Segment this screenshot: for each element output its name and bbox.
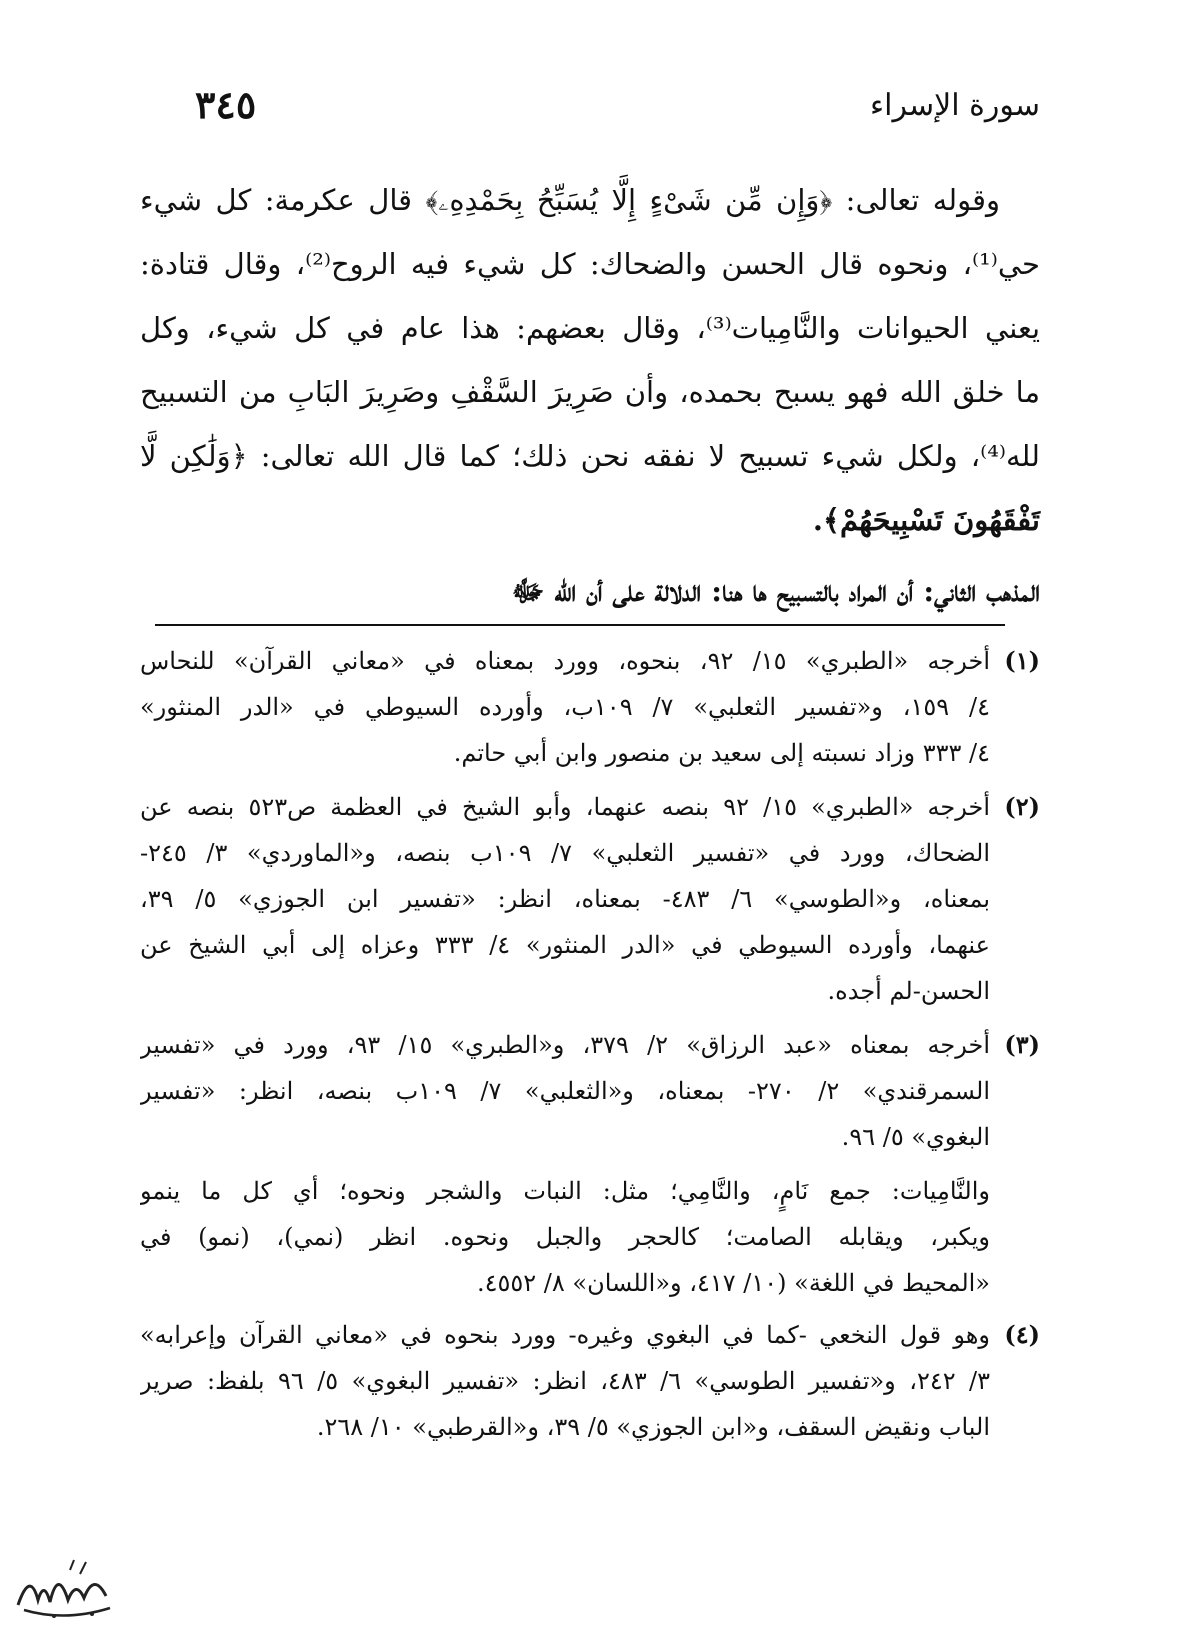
footnote bbox=[140, 1022, 1040, 1160]
footnote-line: الضحاك، وورد في «تفسير الثعلبي» ٧/ ١٠٩ب بنصه، و«الماوردي» ٣/ ٢٤٥- bbox=[140, 839, 990, 867]
footnote-continuation bbox=[140, 1168, 1040, 1306]
main-text bbox=[140, 168, 1040, 616]
footnote-line: بمعناه، و«الطوسي» ٦/ ٤٨٣- بمعناه، انظر: «تفسير ابن الجوزي» ٥/ ٣٩، bbox=[140, 885, 990, 913]
footnote-number: (٢) bbox=[1004, 792, 1040, 821]
footnote-line: ٣/ ٢٤٢، و«تفسير الطوسي» ٦/ ٤٨٣، انظر: «تفسير البغوي» ٥/ ٩٦ بلفظ: صرير bbox=[140, 1367, 990, 1395]
text-line: لله⁽⁴⁾، ولكل شيء تسبيح لا نفقه نحن ذلك؛ كما قال الله تعالى: ﴿وَلَٰكِن لَّا bbox=[140, 439, 1040, 473]
footnote-line: ٤/ ١٥٩، و«تفسير الثعلبي» ٧/ ١٠٩ب، وأورده السيوطي في «الدر المنثور» bbox=[140, 693, 990, 721]
footnote bbox=[140, 638, 1040, 776]
text-line: يعني الحيوانات والنَّامِيات⁽³⁾، وقال بعضهم: هذا عام في كل شيء، وكل bbox=[140, 311, 1041, 345]
footnote-number: (٤) bbox=[1004, 1320, 1040, 1349]
footnote-line: أخرجه بمعناه «عبد الرزاق» ٢/ ٣٧٩، و«الطبري» ١٥/ ٩٣، وورد في «تفسير bbox=[140, 1031, 990, 1059]
footnote-line: السمرقندي» ٢/ ٢٧٠- بمعناه، و«الثعلبي» ٧/ ١٠٩ب بنصه، انظر: «تفسير bbox=[140, 1077, 990, 1105]
footnote bbox=[140, 784, 1040, 1014]
footnote-line: البغوي» ٥/ ٩٦. bbox=[841, 1123, 990, 1151]
footnote-divider bbox=[155, 624, 1005, 626]
text-line: تَفْقَهُونَ تَسْبِيحَهُمْ﴾. bbox=[812, 503, 1040, 537]
footnote-number: (٣) bbox=[1004, 1030, 1040, 1059]
text-line: وقوله تعالى: ﴿وَإِن مِّن شَىْءٍ إِلَّا يُسَبِّحُ بِحَمْدِهِۦ﴾ قال عكرمة: كل شيء bbox=[140, 183, 1000, 217]
calligraphy-logo bbox=[10, 1550, 120, 1630]
footnote-line: وهو قول النخعي -كما في البغوي وغيره- وورد بنحوه في «معاني القرآن وإعرابه» bbox=[140, 1321, 990, 1349]
footnote-line: ٤/ ٣٣٣ وزاد نسبته إلى سعيد بن منصور وابن أبي حاتم. bbox=[453, 739, 990, 767]
footnote-line: الباب ونقيض السقف، و«ابن الجوزي» ٥/ ٣٩، و«القرطبي» ١٠/ ٢٦٨. bbox=[316, 1413, 990, 1441]
text-line: ما خلق الله فهو يسبح بحمده، وأن صَرِيرَ السَّقْفِ وصَرِيرَ البَابِ من التسبيح bbox=[140, 375, 1040, 409]
footnote-line: أخرجه «الطبري» ١٥/ ٩٢، بنحوه، وورد بمعناه في «معاني القرآن» للنحاس bbox=[140, 647, 990, 675]
surah-title: سورة الإسراء bbox=[870, 88, 1040, 123]
text-line: حي⁽¹⁾، ونحوه قال الحسن والضحاك: كل شيء فيه الروح⁽²⁾، وقال قتادة: bbox=[140, 247, 1040, 281]
footnotes bbox=[140, 638, 1040, 1458]
page-header bbox=[0, 82, 1185, 148]
madhhab-heading: المذهب الثاني: أن المراد بالتسبيح ها هنا: الدلالة على أن الله ﷻ bbox=[511, 574, 1040, 608]
footnote-line: الحسن-لم أجده. bbox=[827, 977, 990, 1005]
footnote-line: ويكبر، ويقابله الصامت؛ كالحجر والجبل ونحوه. انظر (نمي)، (نمو) في bbox=[140, 1223, 990, 1251]
footnote-line: أخرجه «الطبري» ١٥/ ٩٢ بنصه عنهما، وأبو الشيخ في العظمة ص٥٢٣ بنصه عن bbox=[140, 793, 990, 821]
footnote-number: (١) bbox=[1004, 646, 1040, 675]
footnote bbox=[140, 1312, 1040, 1450]
footnote-line: والنَّامِيات: جمع نَامٍ، والنَّامِي؛ مثل: النبات والشجر ونحوه؛ أي كل ما ينمو bbox=[140, 1177, 990, 1205]
footnote-line: عنهما، وأورده السيوطي في «الدر المنثور» ٤/ ٣٣٣ وعزاه إلى أبي الشيخ عن bbox=[140, 931, 990, 959]
footnote-line: «المحيط في اللغة» (١٠/ ٤١٧، و«اللسان» ٨/ ٤٥٥٢. bbox=[476, 1269, 990, 1297]
page-number: ٣٤٥ bbox=[195, 82, 257, 127]
